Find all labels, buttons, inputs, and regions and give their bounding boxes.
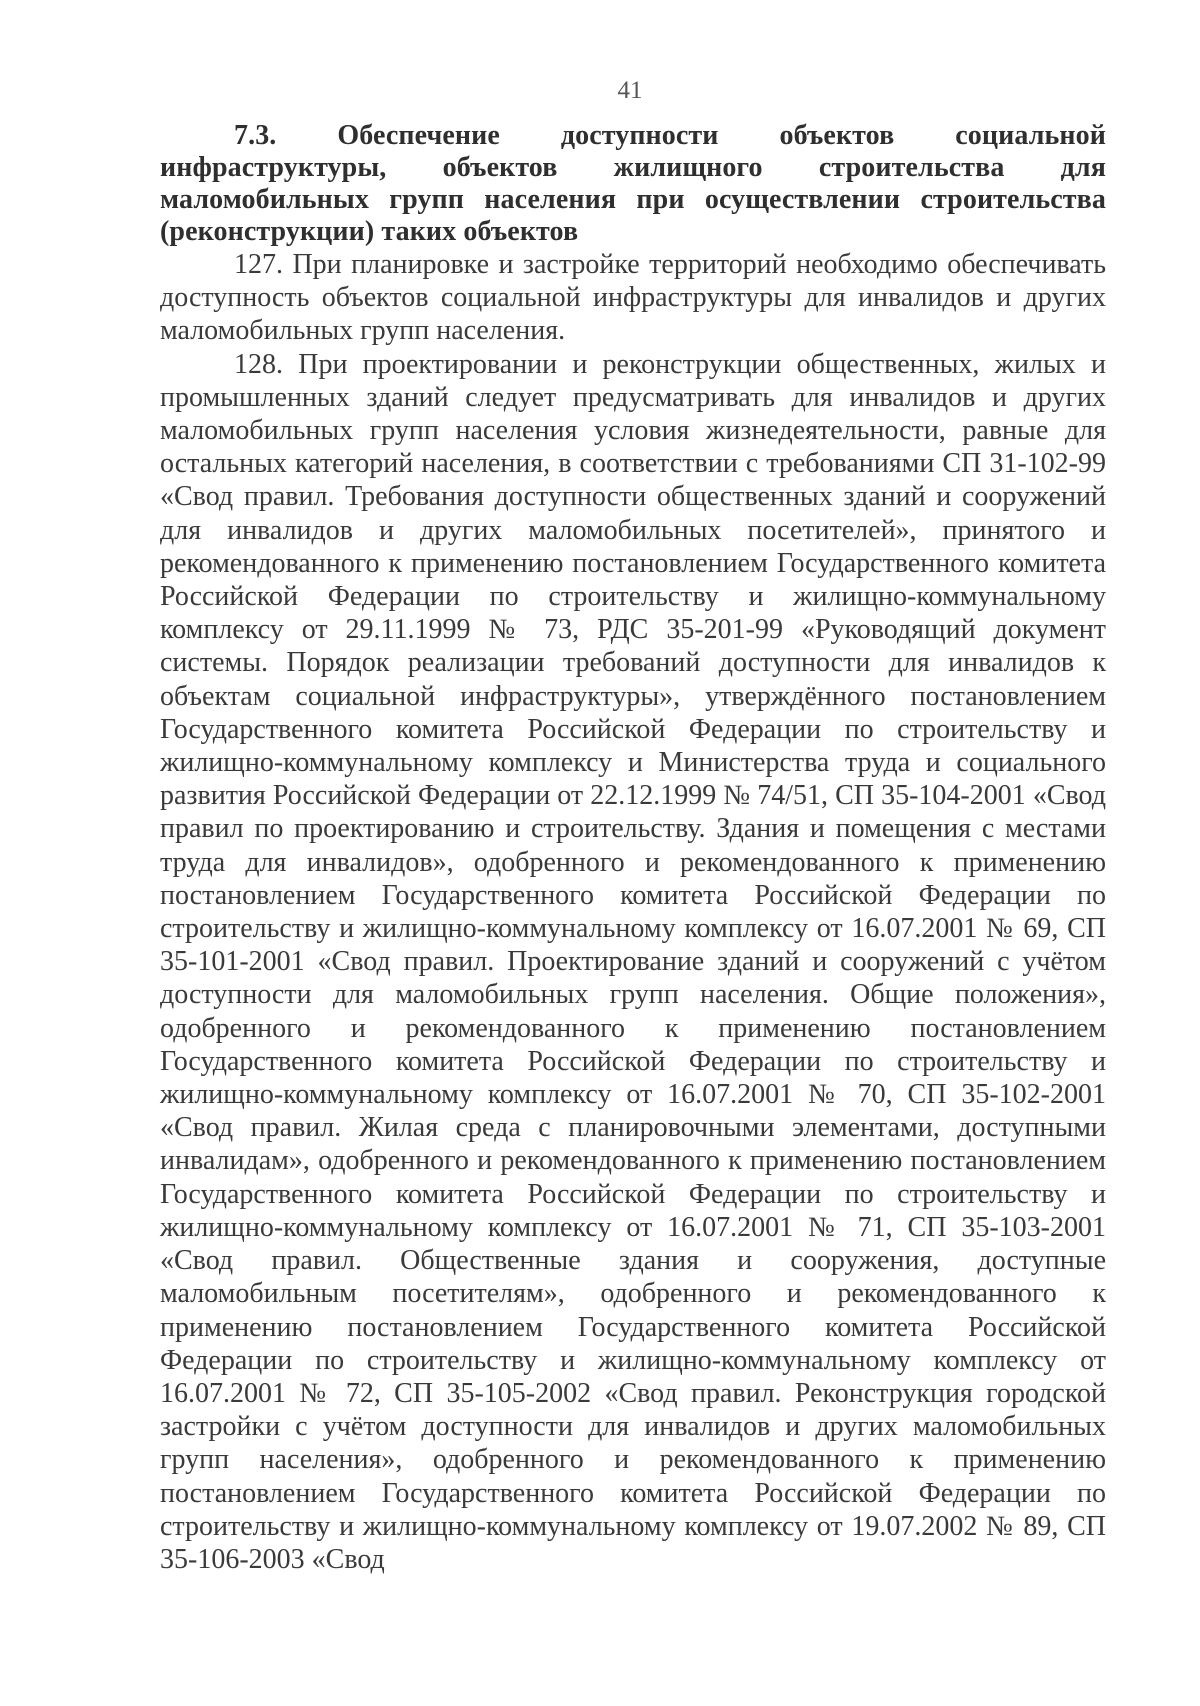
document-body: [160, 120, 1106, 1576]
page-number: 41: [617, 77, 643, 104]
paragraph-127: 127. При планировке и застройке территорий необходимо обеспечивать доступность объектов социальной инфраструктуры для инвалидов и других маломобильных групп населения.: [160, 249, 1106, 347]
paragraph-128: 128. При проектировании и реконструкции общественных, жилых и промышленных зданий следует предусматривать для инвалидов и других маломобильных групп населения условия жизнедеятельности, равные для остальных категорий населения, в соответствии с требованиями СП 31-102-99 «Свод правил. Требования доступности общественных зданий и сооружений для инвалидов и других маломобильных посетителей», принятого и рекомендованного к применению постановлением Государственного комитета Российской Федерации по строительству и жилищно-коммунальному комплексу от 29.11.1999 № 73, РДС 35-201-99 «Руководящий документ системы. Порядок реализации требований доступности для инвалидов к объектам социальной инфраструктуры», утверждённого постановлением Государственного комитета Российской Федерации по строительству и жилищно-коммунальному комплексу и Министерства труда и социального развития Российской Федерации от 22.12.1999 № 74/51, СП 35-104-2001 «Свод правил по проектированию и строительству. Здания и помещения с местами труда для инвалидов», одобренного и рекомендованного к применению постановлением Государственного комитета Российской Федерации по строительству и жилищно-коммунальному комплексу от 16.07.2001 № 69, СП 35-101-2001 «Свод правил. Проектирование зданий и сооружений с учётом доступности для маломобильных групп населения. Общие положения», одобренного и рекомендованного к применению постановлением Государственного комитета Российской Федерации по строительству и жилищно-коммунальному комплексу от 16.07.2001 № 70, СП 35-102-2001 «Свод правил. Жилая среда с планировочными элементами, доступными инвалидам», одобренного и рекомендованного к применению постановлением Государственного комитета Российской Федерации по строительству и жилищно-коммунальному комплексу от 16.07.2001 № 71, СП 35-103-2001 «Свод правил. Общественные здания и сооружения, доступные маломобильным посетителям», одобренного и рекомендованного к применению постановлением Государственного комитета Российской Федерации по строительству и жилищно-коммунальному комплексу от 16.07.2001 № 72, СП 35-105-2002 «Свод правил. Реконструкция городской застройки с учётом доступности для инвалидов и других маломобильных групп населения», одобренного и рекомендованного к применению постановлением Государственного комитета Российской Федерации по строительству и жилищно-коммунальному комплексу от 19.07.2002 № 89, СП 35-106-2003 «Свод: [160, 348, 1106, 1575]
section-heading: 7.3. Обеспечение доступности объектов социальной инфраструктуры, объектов жилищного строительства для маломобильных групп населения при осуществлении строительства (реконструкции) таких объектов: [160, 120, 1106, 247]
